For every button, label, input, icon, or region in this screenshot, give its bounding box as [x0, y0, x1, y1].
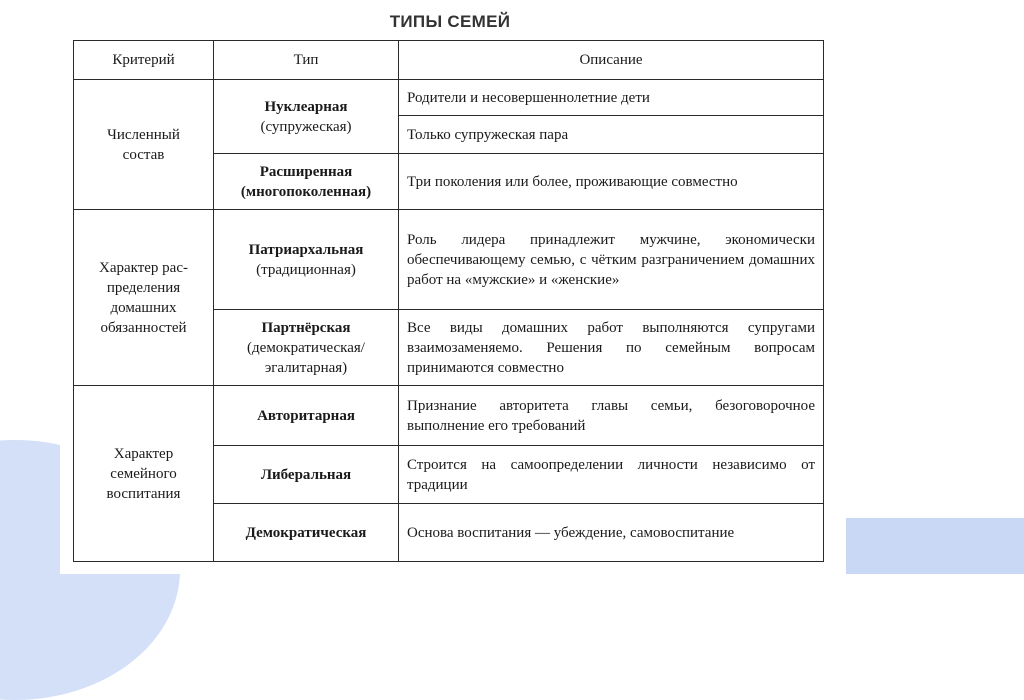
type-cell [214, 386, 399, 446]
type-subtitle: эгалитарная) [264, 359, 348, 376]
description-cell: Основа воспитания — убеждение, самовоспитание [399, 504, 824, 562]
type-cell [214, 80, 399, 154]
type-cell [214, 310, 399, 386]
type-subtitle: (супружеская) [260, 118, 352, 135]
criterion-cell [74, 80, 214, 210]
type-name: Демократическая [245, 524, 367, 541]
table-row [74, 80, 824, 116]
header-type: Тип [214, 41, 399, 80]
header-criterion: Критерий [74, 41, 214, 80]
type-subtitle: (демократическая/ [247, 339, 365, 356]
description-cell: Строится на самоопределении личности независимо от традиции [399, 446, 824, 504]
type-name: Партнёрская [261, 319, 351, 336]
type-cell [214, 154, 399, 210]
description-cell: Родители и несовершеннолетние дети [399, 80, 824, 116]
type-name: Либеральная [260, 466, 352, 483]
criterion-line: воспитания [106, 485, 181, 502]
criterion-line: Характер [113, 445, 174, 462]
description-cell: Только супружеская пара [399, 116, 824, 154]
description-cell: Признание авторитета главы семьи, безоговорочное выполнение его требований [399, 386, 824, 446]
description-cell: Все виды домашних работ выполняются супругами взаимозаменяемо. Решения по семейным вопросам принимаются совместно [399, 310, 824, 386]
table-row [74, 386, 824, 446]
type-subtitle: (традиционная) [256, 261, 356, 278]
type-cell [214, 504, 399, 562]
page-title: ТИПЫ СЕМЕЙ [389, 12, 511, 31]
type-name: Расширенная [259, 163, 353, 180]
type-name: Патриархальная [248, 241, 364, 258]
description-cell: Три поколения или более, проживающие совместно [399, 154, 824, 210]
type-name: Нуклеарная [264, 98, 348, 115]
criterion-cell [74, 210, 214, 386]
header-description: Описание [399, 41, 824, 80]
type-cell [214, 210, 399, 310]
criterion-line: домашних [110, 299, 177, 316]
criterion-line: пределения [106, 279, 181, 296]
decorative-shape-right [846, 518, 1024, 574]
type-name: Авторитарная [257, 407, 355, 424]
criterion-line: обязанностей [100, 319, 187, 336]
type-cell [214, 446, 399, 504]
criterion-line: состав [122, 146, 165, 163]
description-cell: Роль лидера принадлежит мужчине, экономически обеспечивающему семью, с чётким разграничением домашних работ на «мужские» и «женские» [399, 210, 824, 310]
table-row [74, 210, 824, 310]
criterion-line: Численный [107, 126, 180, 143]
criterion-line: семейного [110, 465, 177, 482]
criterion-cell [74, 386, 214, 562]
table-header-row [74, 41, 824, 80]
family-types-table [73, 40, 824, 562]
type-subtitle: (многопоколенная) [240, 183, 372, 200]
criterion-line: Характер рас- [98, 259, 188, 276]
